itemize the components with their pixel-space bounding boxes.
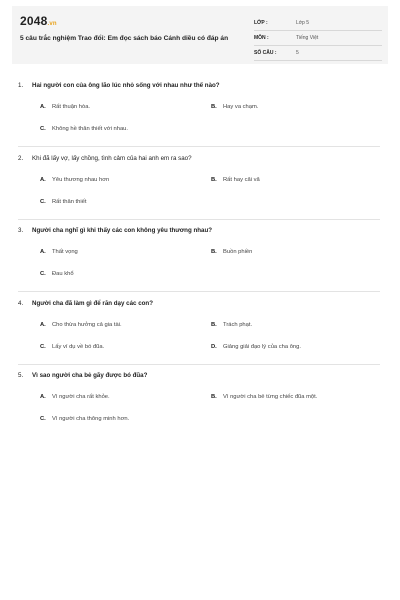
option-text: Lấy ví dụ về bó đũa. <box>52 343 105 350</box>
question-number: 1. <box>18 82 24 89</box>
option-text: Giảng giải đạo lý của cha ông. <box>223 343 301 350</box>
divider <box>18 146 380 147</box>
divider <box>18 219 380 220</box>
meta-key: SỐ CÂU : <box>254 50 277 56</box>
option-text: Cho thừa hưởng cả gia tài. <box>52 321 122 328</box>
document-title: 5 câu trắc nghiệm Trao đổi: Em đọc sách báo Cánh diều có đáp án <box>20 35 229 42</box>
option-letter: B. <box>211 176 217 183</box>
question-stem: Người cha nghĩ gì khi thấy các con không yêu thương nhau? <box>32 227 213 234</box>
question-number: 5. <box>18 372 24 379</box>
logo-text: 2048 <box>20 14 48 28</box>
question-stem: Người cha đã làm gì để răn dạy các con? <box>32 299 153 307</box>
question-number: 3. <box>18 227 24 234</box>
option-text: Rất thuận hòa. <box>52 104 91 110</box>
option-b[interactable] <box>211 322 252 328</box>
option-letter: B. <box>211 394 217 400</box>
option-letter: C. <box>40 198 46 205</box>
question-item <box>18 155 378 228</box>
option-text: Vì người cha bẻ từng chiếc đũa một. <box>223 394 318 400</box>
option-text: Thất vọng <box>52 249 78 255</box>
option-letter: C. <box>40 343 46 350</box>
option-letter: A. <box>40 249 46 255</box>
option-letter: A. <box>40 176 46 183</box>
meta-value: Tiếng Việt <box>296 35 319 41</box>
option-text: Rất hay cãi vã <box>223 176 260 183</box>
option-text: Không hề thân thiết với nhau. <box>52 126 128 132</box>
question-number: 4. <box>18 299 24 307</box>
logo-suffix: .vn <box>47 21 57 27</box>
option-a[interactable] <box>40 177 109 183</box>
option-text: Trách phạt. <box>223 321 253 328</box>
option-b[interactable] <box>211 104 258 110</box>
option-c[interactable] <box>40 416 129 422</box>
option-letter: A. <box>40 104 46 110</box>
question-text <box>18 155 378 162</box>
question-text <box>18 227 378 234</box>
option-text: Hay va chạm. <box>223 104 259 110</box>
option-d[interactable] <box>211 344 301 350</box>
option-letter: D. <box>211 343 217 350</box>
site-logo[interactable] <box>20 14 57 28</box>
option-letter: B. <box>211 321 217 328</box>
meta-row-grade <box>254 16 382 31</box>
question-list <box>18 82 378 445</box>
question-stem: Vì sao người cha bẻ gãy được bó đũa? <box>32 372 148 379</box>
divider <box>18 291 380 292</box>
meta-row-count <box>254 46 382 61</box>
meta-key: LỚP : <box>254 20 268 26</box>
question-stem: Khi đã lấy vợ, lấy chồng, tình cảm của hai anh em ra sao? <box>32 154 192 162</box>
question-text <box>18 82 378 89</box>
question-item <box>18 372 378 445</box>
option-a[interactable] <box>40 104 90 110</box>
question-stem: Hai người con của ông lão lúc nhỏ sống với nhau như thế nào? <box>32 82 220 89</box>
option-c[interactable] <box>40 271 74 277</box>
option-a[interactable] <box>40 394 110 400</box>
meta-value: Lớp 5 <box>296 20 310 26</box>
question-item <box>18 300 378 373</box>
meta-info <box>254 16 382 61</box>
option-text: Rất thân thiết <box>52 198 87 205</box>
option-b[interactable] <box>211 177 260 183</box>
option-a[interactable] <box>40 249 78 255</box>
option-c[interactable] <box>40 126 128 132</box>
question-text <box>18 300 378 307</box>
option-letter: C. <box>40 416 46 422</box>
option-b[interactable] <box>211 394 317 400</box>
question-item <box>18 82 378 155</box>
header-panel <box>12 6 388 64</box>
option-letter: A. <box>40 394 46 400</box>
option-a[interactable] <box>40 322 122 328</box>
option-b[interactable] <box>211 249 252 255</box>
question-text <box>18 372 378 379</box>
question-item <box>18 227 378 300</box>
divider <box>18 364 380 365</box>
question-number: 2. <box>18 154 24 162</box>
option-letter: A. <box>40 321 46 328</box>
option-text: Buồn phiền <box>223 249 253 255</box>
option-text: Đau khổ <box>52 271 74 277</box>
option-text: Vì người cha thông minh hơn. <box>52 416 130 422</box>
option-letter: C. <box>40 271 46 277</box>
option-letter: B. <box>211 104 217 110</box>
meta-row-subject <box>254 31 382 46</box>
meta-key: MÔN : <box>254 35 269 41</box>
option-text: Vì người cha rất khỏe. <box>52 394 110 400</box>
option-letter: B. <box>211 249 217 255</box>
option-c[interactable] <box>40 344 104 350</box>
option-text: Yêu thương nhau hơn <box>52 176 110 183</box>
option-c[interactable] <box>40 199 86 205</box>
meta-value: 5 <box>296 50 299 56</box>
option-letter: C. <box>40 126 46 132</box>
